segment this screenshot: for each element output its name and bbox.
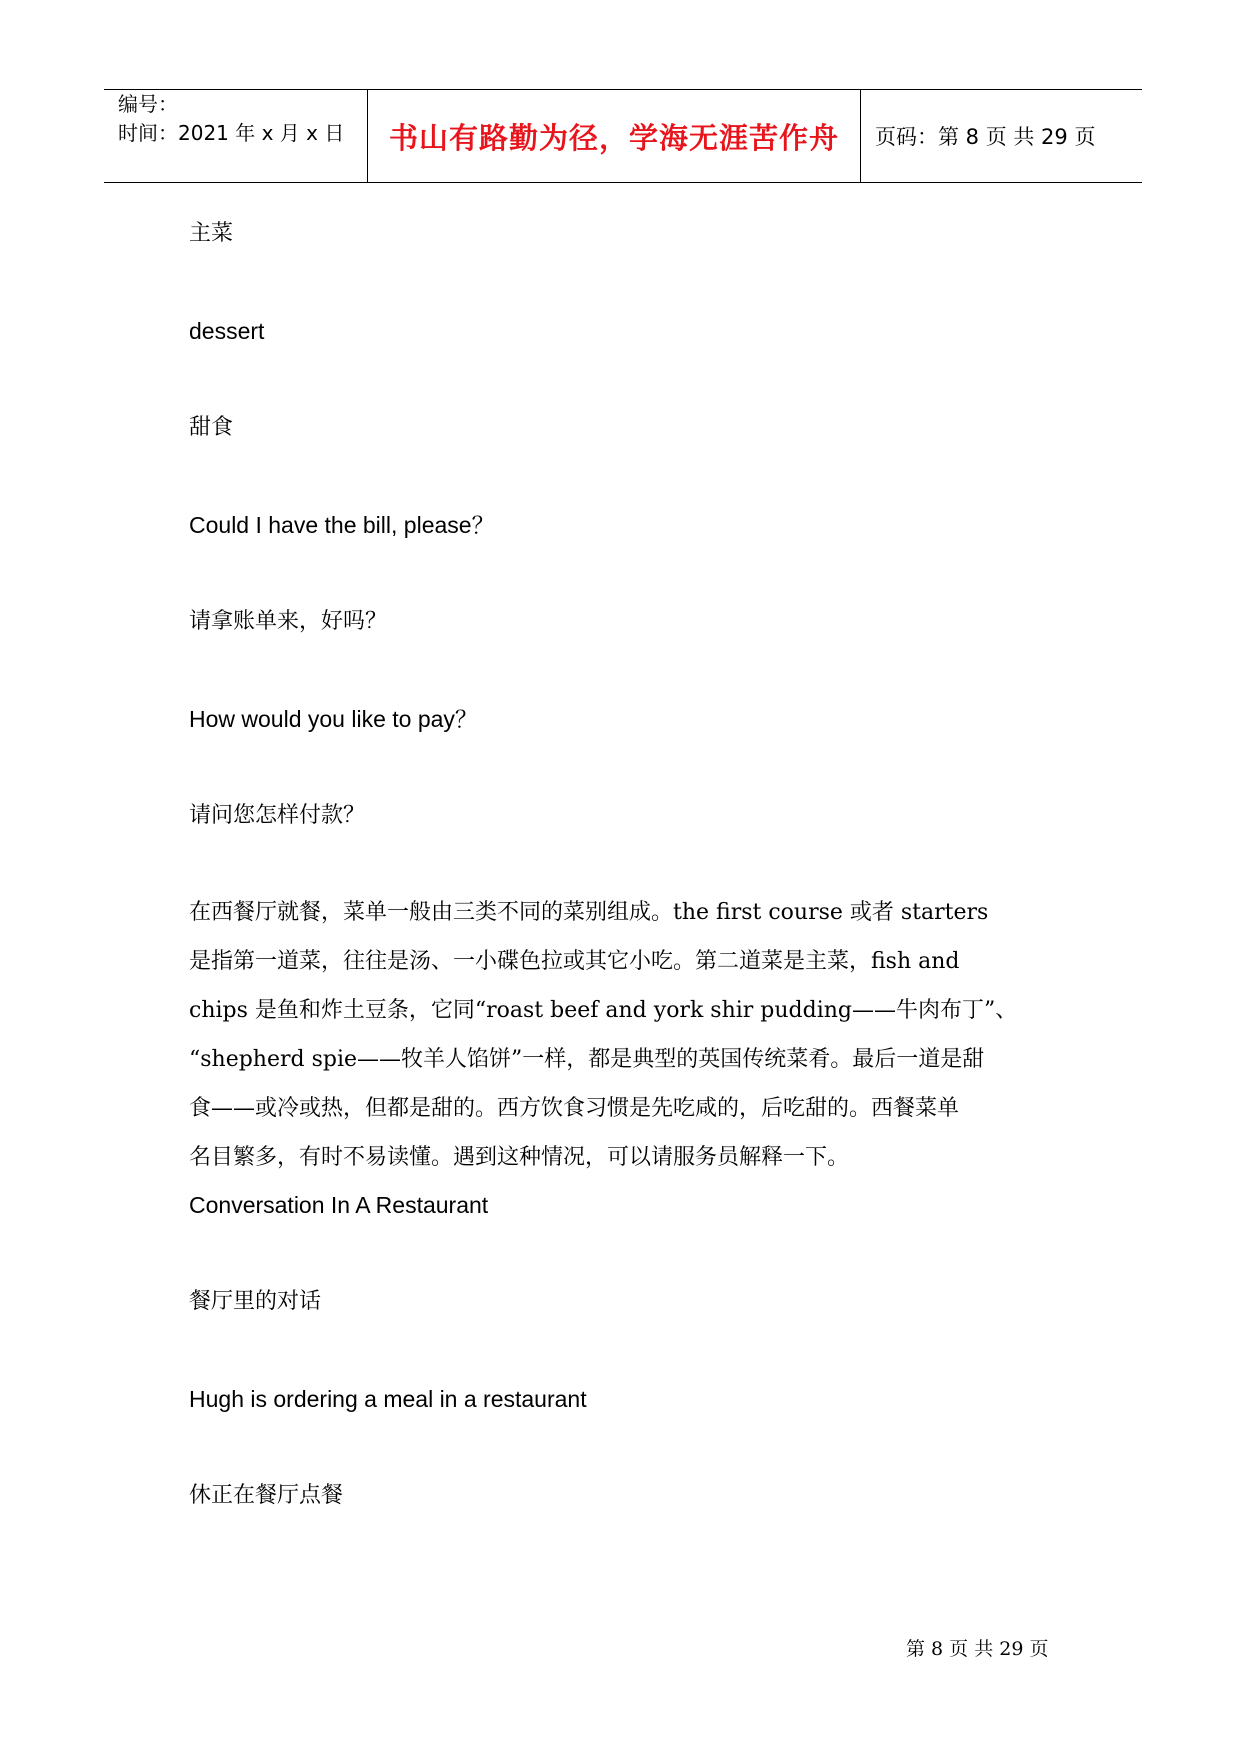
header-info-cell: [104, 90, 368, 182]
document-number-label: 编号：: [118, 92, 178, 116]
text-line-main-course: 主菜: [189, 221, 234, 246]
text-line-bill-question-cn: 请拿账单来，好吗？: [189, 609, 388, 634]
paragraph-line: chips 是鱼和炸土豆条，它同“roast beef and york shir pudding——牛肉布丁”、: [189, 998, 1018, 1023]
paragraph-line: 是指第一道菜，往往是汤、一小碟色拉或其它小吃。第二道菜是主菜，fish and: [189, 949, 960, 974]
text-line-conversation-title: Conversation In A Restaurant: [189, 1192, 489, 1218]
paragraph-line: “shepherd spie——牧羊人馅饼”一样，都是典型的英国传统菜肴。最后一道是甜: [189, 1047, 985, 1072]
text-line-dessert: dessert: [189, 318, 265, 344]
document-time-label: 时间：2021 年 x 月 x 日: [118, 121, 345, 145]
document-header: [104, 89, 1142, 183]
text-line-hugh-ordering-cn: 休正在餐厅点餐: [189, 1483, 344, 1508]
header-page-number: 页码：第 8 页 共 29 页: [875, 125, 1096, 149]
text-line-pay-question-cn: 请问您怎样付款？: [189, 803, 366, 828]
text-line-pay-question: How would you like to pay？: [189, 706, 478, 732]
paragraph-line: 食——或冷或热，但都是甜的。西方饮食习惯是先吃咸的，后吃甜的。西餐菜单: [189, 1096, 960, 1121]
header-motto-cell: [368, 90, 861, 182]
paragraph-line: 在西餐厅就餐，菜单一般由三类不同的菜别组成。the first course 或者 starters: [189, 900, 989, 925]
header-motto: 书山有路勤为径，学海无涯苦作舟: [388, 120, 839, 155]
text-line-bill-question: Could I have the bill, please？: [189, 512, 495, 538]
text-line-conversation-title-cn: 餐厅里的对话: [189, 1289, 322, 1314]
text-line-dessert-cn: 甜食: [189, 415, 234, 440]
body-paragraph: [189, 888, 1059, 1182]
footer-page-number: 第 8 页 共 29 页: [906, 1638, 1049, 1660]
paragraph-line: 名目繁多，有时不易读懂。遇到这种情况，可以请服务员解释一下。: [189, 1145, 850, 1170]
header-page-cell: [861, 90, 1142, 182]
text-line-hugh-ordering: Hugh is ordering a meal in a restaurant: [189, 1386, 587, 1412]
